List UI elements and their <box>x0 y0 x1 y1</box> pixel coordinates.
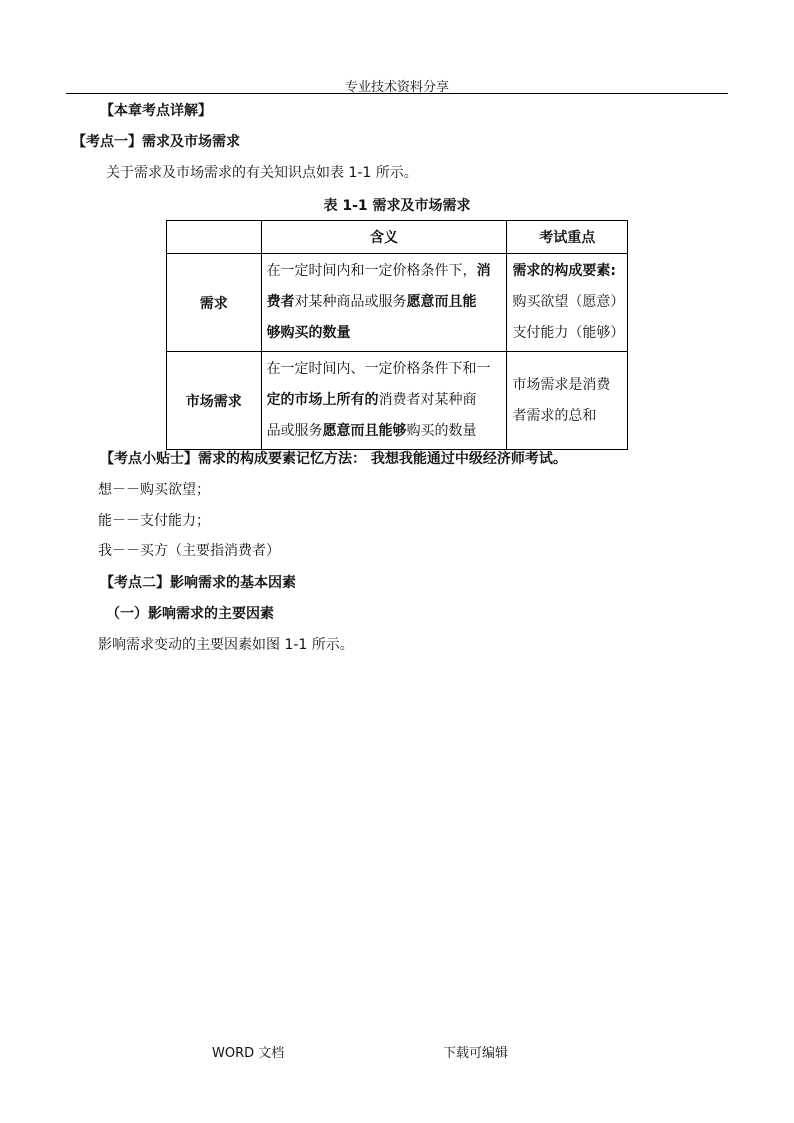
table-row <box>167 352 628 450</box>
cell-text: 愿意而且能 <box>406 294 477 310</box>
cell-text: 对某种商品或服务 <box>294 294 407 310</box>
cell-line <box>512 256 622 287</box>
tip-item: 能－－支付能力； <box>98 513 210 529</box>
table-row <box>167 254 628 352</box>
table-header-cell: 考试重点 <box>507 221 628 254</box>
cell-text: 品或服务 <box>266 423 323 439</box>
table-caption: 表 1-1 需求及市场需求 <box>323 198 471 214</box>
row-label: 需求 <box>167 254 262 352</box>
table-header-row <box>167 221 628 254</box>
cell-text: 在一定时间内和一定价格条件下， <box>266 263 477 279</box>
cell-line <box>267 416 502 447</box>
meaning-cell <box>261 352 507 450</box>
cell-text: 需求的构成要素: <box>512 263 617 279</box>
cell-text: 在一定时间内、一定价格条件下和一 <box>266 361 491 377</box>
cell-line <box>267 318 502 349</box>
cell-text: 费者 <box>266 294 295 310</box>
cell-text: 者需求的总和 <box>512 407 597 424</box>
tip-item: 想－－购买欲望； <box>98 482 210 498</box>
cell-text: 消 <box>476 263 491 279</box>
tip-item: 我－－买方（主要指消费者） <box>98 543 280 559</box>
section1-title: 【考点一】需求及市场需求 <box>72 134 240 150</box>
chapter-heading: 【本章考点详解】 <box>100 103 212 119</box>
focus-cell <box>507 254 628 352</box>
section2-text: 影响需求变动的主要因素如图 1-1 所示。 <box>98 637 354 653</box>
table-header-cell: 含义 <box>261 221 507 254</box>
cell-line <box>512 370 622 401</box>
meaning-cell <box>261 254 507 352</box>
cell-text: 够购买的数量 <box>266 325 351 341</box>
cell-line <box>267 256 502 287</box>
cell-line <box>512 401 622 432</box>
section2-subtitle: （一）影响需求的主要因素 <box>106 606 274 622</box>
focus-cell <box>507 352 628 450</box>
cell-text: 市场需求是消费 <box>512 376 611 393</box>
cell-text: 支付能力（能够） <box>512 325 625 341</box>
footer-right: 下载可编辑 <box>443 1046 509 1061</box>
cell-text: 购买的数量 <box>406 423 477 439</box>
cell-line <box>267 385 502 416</box>
tip-text: 【考点小贴士】需求的构成要素记忆方法： 我想我能通过中级经济师考试。 <box>100 451 567 467</box>
cell-line <box>512 287 625 318</box>
demand-table <box>166 220 628 450</box>
section1-intro: 关于需求及市场需求的有关知识点如表 1-1 所示。 <box>106 165 418 181</box>
table-header-cell <box>167 221 262 254</box>
page-header: 专业技术资料分享 <box>344 80 449 95</box>
row-label: 市场需求 <box>167 352 262 450</box>
header-rule <box>66 93 728 94</box>
cell-line <box>267 354 502 385</box>
section2-title: 【考点二】影响需求的基本因素 <box>100 575 296 591</box>
cell-line <box>267 287 502 318</box>
cell-text: 消费者对某种商 <box>378 392 477 408</box>
cell-text: 购买欲望（愿意） <box>512 294 625 310</box>
cell-line <box>512 318 625 349</box>
footer-left: WORD 文档 <box>212 1046 285 1061</box>
cell-text: 定的市场上所有的 <box>266 392 379 408</box>
cell-text: 愿意而且能够 <box>322 423 407 439</box>
